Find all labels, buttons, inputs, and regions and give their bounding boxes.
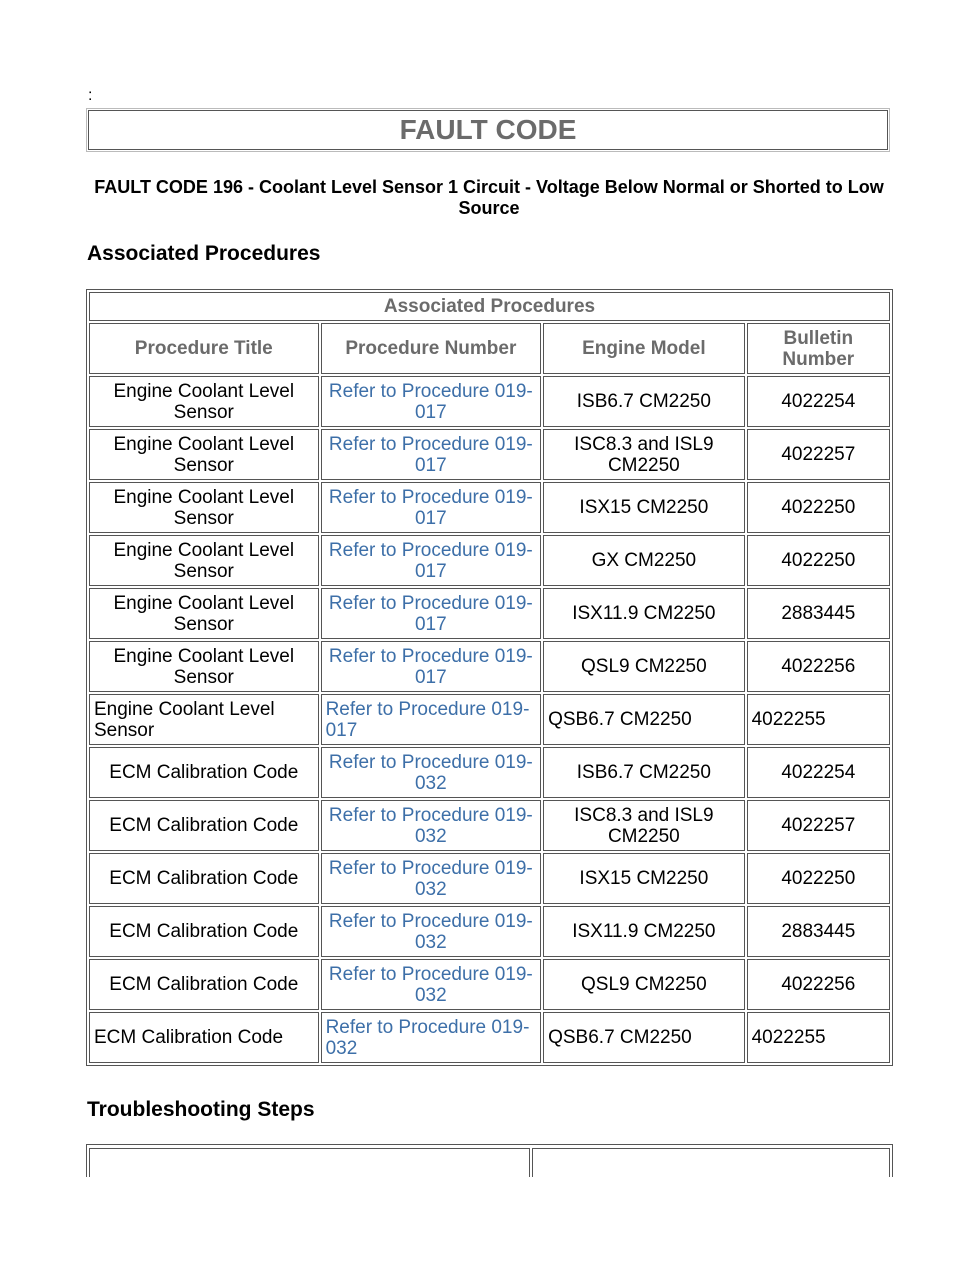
procedure-number-link[interactable]: Refer to Procedure 019-017 — [321, 482, 542, 533]
procedure-title-cell: ECM Calibration Code — [89, 853, 319, 904]
table-row — [89, 376, 890, 427]
engine-model-cell: QSL9 CM2250 — [543, 641, 745, 692]
table-row — [89, 1012, 890, 1063]
associated-procedures-heading: Associated Procedures — [87, 242, 321, 265]
column-header-bulletin-number: Bulletin Number — [747, 323, 890, 374]
procedure-number-link[interactable]: Refer to Procedure 019-032 — [321, 747, 542, 798]
procedure-title-cell: Engine Coolant Level Sensor — [89, 641, 319, 692]
fault-code-title: FAULT CODE 196 - Coolant Level Sensor 1 Circuit - Voltage Below Normal or Shorted to Low Source — [94, 177, 884, 218]
procedure-number-link[interactable]: Refer to Procedure 019-032 — [321, 1012, 542, 1063]
engine-model-cell: ISX15 CM2250 — [543, 482, 745, 533]
engine-model-cell: GX CM2250 — [543, 535, 745, 586]
procedure-number-link[interactable]: Refer to Procedure 019-017 — [321, 641, 542, 692]
engine-model-cell: ISX11.9 CM2250 — [543, 588, 745, 639]
bulletin-number-cell: 4022257 — [747, 429, 890, 480]
procedure-title-cell: Engine Coolant Level Sensor — [89, 376, 319, 427]
bulletin-number-cell: 4022250 — [747, 535, 890, 586]
bulletin-number-cell: 4022257 — [747, 800, 890, 851]
bulletin-number-cell: 2883445 — [747, 906, 890, 957]
procedure-title-cell: ECM Calibration Code — [89, 747, 319, 798]
table-caption: Associated Procedures — [89, 292, 890, 321]
table-row — [89, 482, 890, 533]
procedure-number-link[interactable]: Refer to Procedure 019-032 — [321, 853, 542, 904]
bulletin-number-cell: 4022256 — [747, 959, 890, 1010]
procedure-title-cell: ECM Calibration Code — [89, 906, 319, 957]
table-row — [89, 747, 890, 798]
bulletin-number-cell: 4022255 — [747, 694, 890, 745]
procedure-title-cell: ECM Calibration Code — [89, 1012, 319, 1063]
procedure-title-cell: Engine Coolant Level Sensor — [89, 429, 319, 480]
procedure-title-cell: Engine Coolant Level Sensor — [89, 588, 319, 639]
page-cutoff — [0, 1177, 979, 1267]
engine-model-cell: ISX15 CM2250 — [543, 853, 745, 904]
bulletin-number-cell: 4022250 — [747, 482, 890, 533]
procedure-title-cell: Engine Coolant Level Sensor — [89, 535, 319, 586]
table-row — [89, 959, 890, 1010]
column-header-procedure-number: Procedure Number — [321, 323, 542, 374]
procedure-number-link[interactable]: Refer to Procedure 019-017 — [321, 694, 542, 745]
procedure-number-link[interactable]: Refer to Procedure 019-032 — [321, 906, 542, 957]
engine-model-cell: ISC8.3 and ISL9 CM2250 — [543, 800, 745, 851]
bulletin-number-cell: 4022256 — [747, 641, 890, 692]
bulletin-number-cell: 4022250 — [747, 853, 890, 904]
engine-model-cell: QSB6.7 CM2250 — [543, 1012, 745, 1063]
procedure-number-link[interactable]: Refer to Procedure 019-032 — [321, 959, 542, 1010]
table-row — [89, 535, 890, 586]
column-header-procedure-title: Procedure Title — [89, 323, 319, 374]
table-row — [89, 800, 890, 851]
troubleshooting-steps-heading: Troubleshooting Steps — [87, 1098, 315, 1121]
bulletin-number-cell: 4022254 — [747, 747, 890, 798]
engine-model-cell: ISC8.3 and ISL9 CM2250 — [543, 429, 745, 480]
table-row — [89, 906, 890, 957]
procedure-number-link[interactable]: Refer to Procedure 019-017 — [321, 376, 542, 427]
procedure-number-link[interactable]: Refer to Procedure 019-017 — [321, 588, 542, 639]
table-row — [89, 694, 890, 745]
table-row — [89, 588, 890, 639]
engine-model-cell: QSL9 CM2250 — [543, 959, 745, 1010]
bulletin-number-cell: 4022254 — [747, 376, 890, 427]
engine-model-cell: ISB6.7 CM2250 — [543, 376, 745, 427]
leading-colon: : — [88, 87, 93, 104]
table-row — [89, 853, 890, 904]
procedure-title-cell: Engine Coolant Level Sensor — [89, 482, 319, 533]
procedure-number-link[interactable]: Refer to Procedure 019-032 — [321, 800, 542, 851]
bulletin-number-cell: 2883445 — [747, 588, 890, 639]
procedure-title-cell: ECM Calibration Code — [89, 800, 319, 851]
engine-model-cell: ISB6.7 CM2250 — [543, 747, 745, 798]
bulletin-number-cell: 4022255 — [747, 1012, 890, 1063]
associated-procedures-table — [86, 289, 893, 1066]
column-header-engine-model: Engine Model — [543, 323, 745, 374]
fault-code-banner: FAULT CODE — [88, 110, 888, 150]
procedure-title-cell: ECM Calibration Code — [89, 959, 319, 1010]
table-row — [89, 641, 890, 692]
table-row — [89, 429, 890, 480]
procedure-title-cell: Engine Coolant Level Sensor — [89, 694, 319, 745]
procedure-number-link[interactable]: Refer to Procedure 019-017 — [321, 429, 542, 480]
procedure-number-link[interactable]: Refer to Procedure 019-017 — [321, 535, 542, 586]
engine-model-cell: QSB6.7 CM2250 — [543, 694, 745, 745]
engine-model-cell: ISX11.9 CM2250 — [543, 906, 745, 957]
